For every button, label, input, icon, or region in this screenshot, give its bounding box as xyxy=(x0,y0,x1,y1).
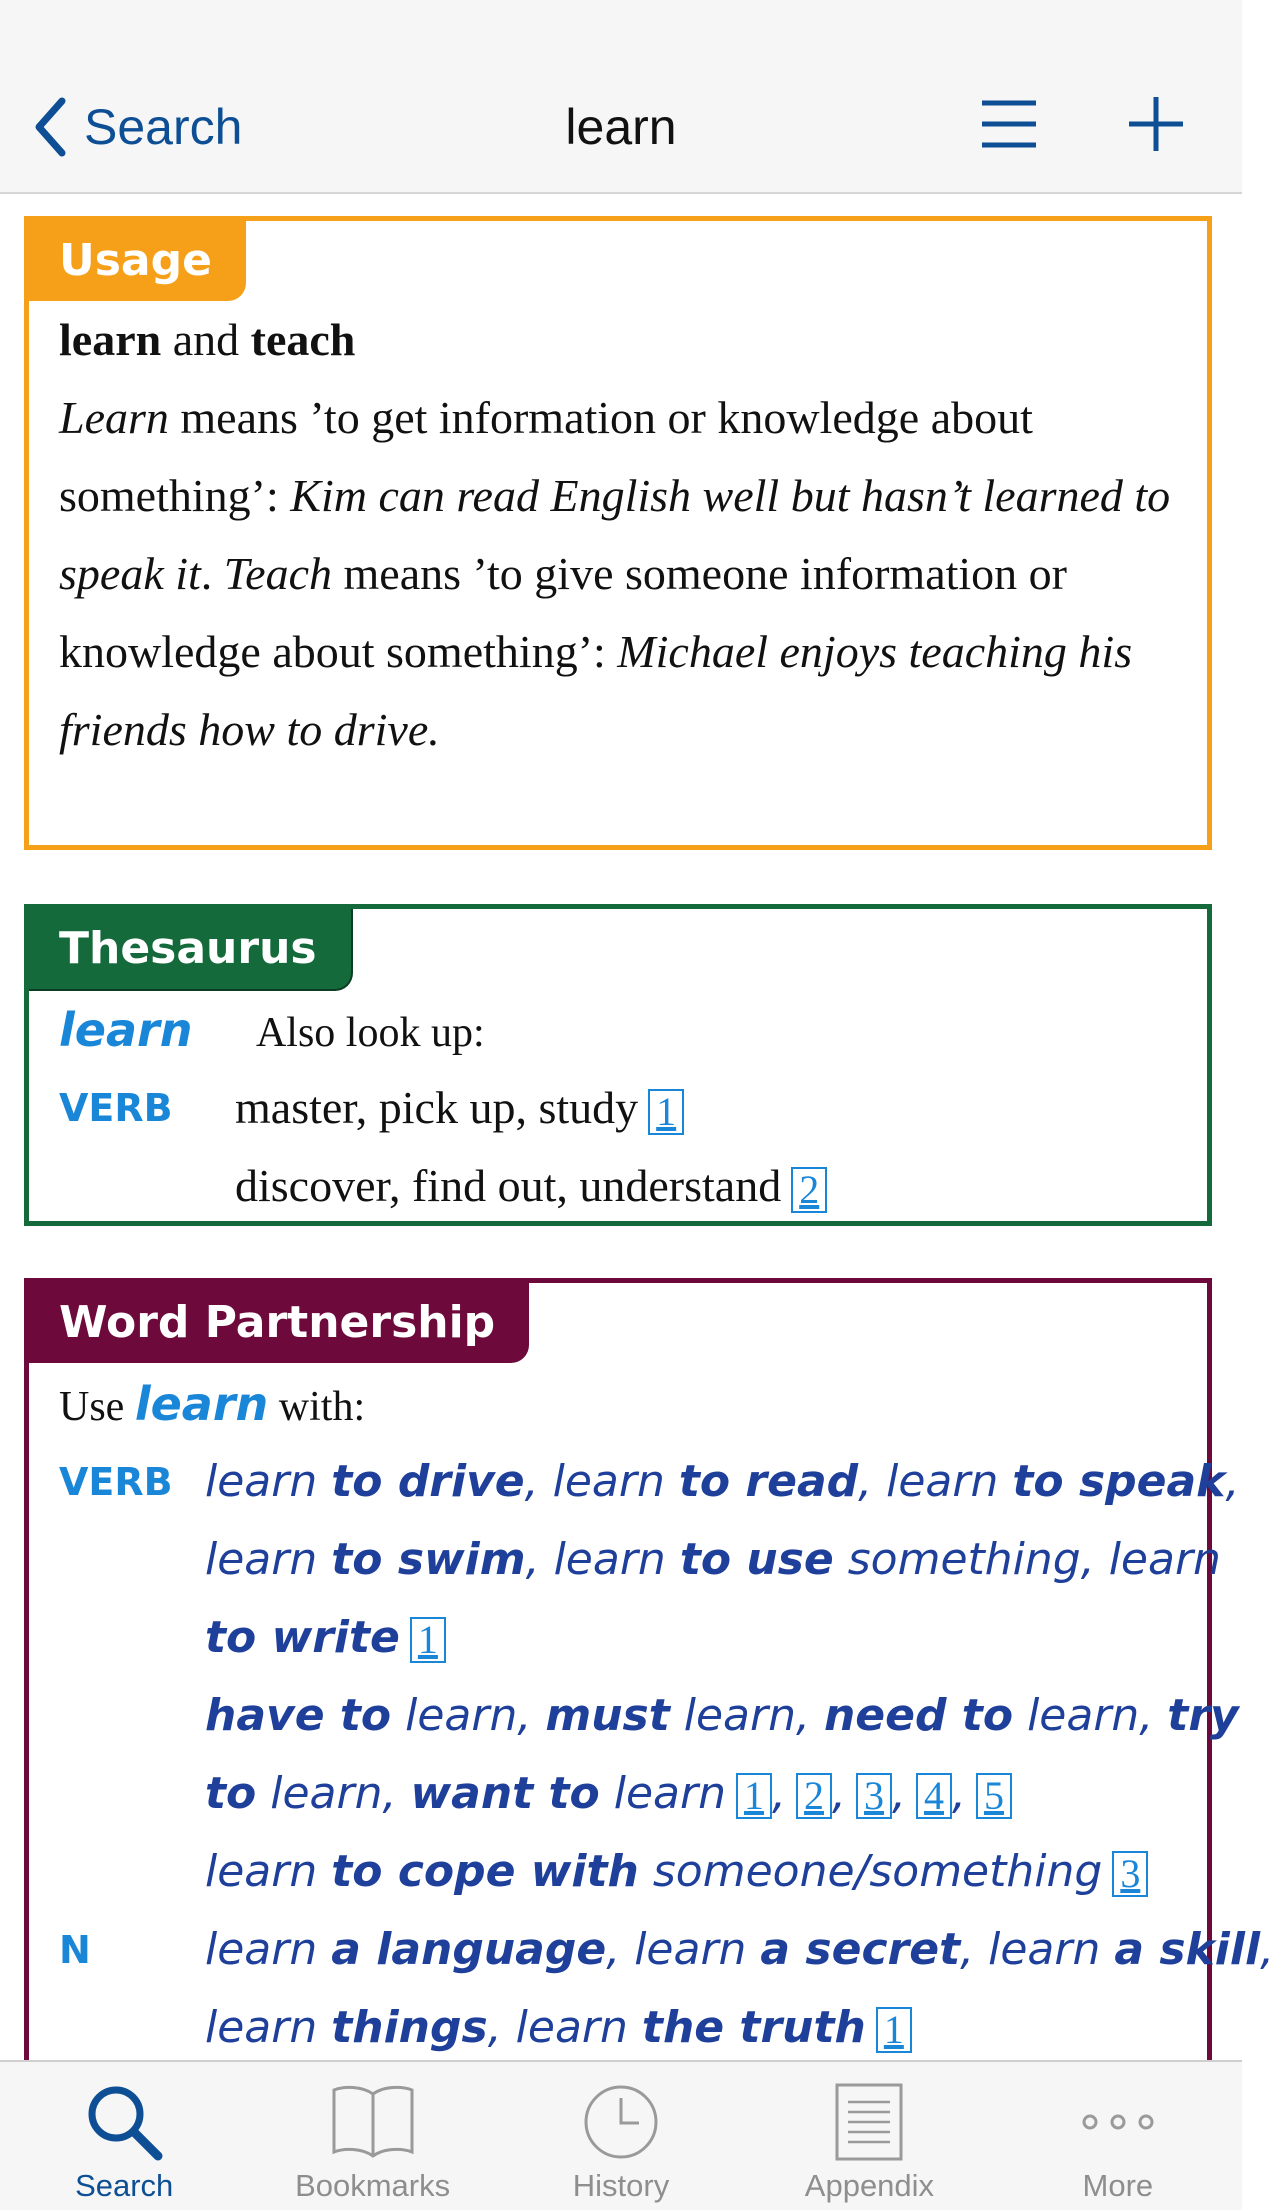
synonym-list: master, pick up, study xyxy=(235,1082,639,1133)
collocation-line: learn to cope with someone/something 3 xyxy=(205,1833,1207,1911)
page-title: learn xyxy=(565,99,677,155)
tab-appendix[interactable] xyxy=(745,2062,993,2210)
collocation-line: learn things, learn the truth 1 xyxy=(205,1989,1207,2067)
synonym-list: discover, find out, understand xyxy=(235,1160,782,1211)
back-label: Search xyxy=(84,99,243,155)
tab-more[interactable] xyxy=(994,2062,1242,2210)
pos-label: VERB xyxy=(59,1460,173,1504)
tab-label: More xyxy=(1082,2168,1154,2203)
sense-ref-link[interactable]: 5 xyxy=(976,1773,1012,1819)
collocation-line: to learn, want to learn 1 , 2 , 3 , 4 , 5 xyxy=(205,1755,1207,1833)
tab-history[interactable] xyxy=(497,2062,745,2210)
collocation-line: learn to swim, learn to use something, learn xyxy=(205,1534,1221,1585)
also-look-up-label: Also look up: xyxy=(255,1010,485,1056)
usage-body xyxy=(59,301,1183,769)
thesaurus-tab-label: Thesaurus xyxy=(29,909,353,991)
sense-ref-link[interactable]: 1 xyxy=(410,1617,446,1663)
clock-icon xyxy=(581,2082,661,2162)
add-bookmark-button[interactable] xyxy=(1128,94,1184,159)
usage-heading: learn and teach xyxy=(59,314,356,365)
collocation-line: have to learn, must learn, need to learn, try xyxy=(205,1690,1239,1741)
hamburger-icon xyxy=(980,94,1038,154)
ellipsis-icon xyxy=(1078,2082,1158,2162)
thesaurus-headword: learn xyxy=(59,1003,193,1057)
document-icon xyxy=(834,2082,904,2162)
tab-label: History xyxy=(572,2168,670,2203)
entry-content[interactable] xyxy=(0,194,1274,2060)
sense-ref-link[interactable]: 2 xyxy=(791,1167,827,1213)
sense-ref-link[interactable]: 4 xyxy=(916,1773,952,1819)
word-partnership-box xyxy=(24,1278,1274,2138)
collocation-line: learn a language, learn a secret, learn a skill, xyxy=(205,1924,1274,1975)
sense-ref-link[interactable]: 1 xyxy=(648,1089,684,1135)
word-partnership-tab-label: Word Partnership xyxy=(29,1283,529,1363)
usage-text: Learn means ’to get information or knowledge about something’: Kim can read English well but hasn’t learned to speak it. Teach means ’to give someone information or knowledge about something’: Michael enjoys teaching his friends how to drive. xyxy=(59,392,1171,755)
navigation-bar xyxy=(0,0,1242,194)
magnifier-icon xyxy=(84,2082,164,2162)
use-with-row: Use learn with: xyxy=(59,1377,366,1431)
pos-label: N xyxy=(59,1928,91,1972)
plus-icon xyxy=(1128,94,1184,154)
tab-search[interactable] xyxy=(0,2062,248,2210)
open-book-icon xyxy=(330,2082,416,2158)
tab-bar xyxy=(0,2060,1242,2210)
thesaurus-headword-row xyxy=(59,991,1187,1072)
usage-box xyxy=(24,216,1212,850)
usage-tab-label: Usage xyxy=(29,221,246,301)
tab-label: Appendix xyxy=(804,2168,935,2203)
sense-ref-link[interactable]: 2 xyxy=(796,1773,832,1819)
sense-ref-link[interactable]: 3 xyxy=(1112,1851,1148,1897)
collocation-line: learn to drive, learn to read, learn to speak, xyxy=(205,1456,1240,1507)
tab-label: Bookmarks xyxy=(295,2168,451,2203)
menu-button[interactable] xyxy=(980,94,1038,159)
tab-bookmarks[interactable] xyxy=(248,2062,496,2210)
thesaurus-box xyxy=(24,904,1212,1226)
collocation-line: to write 1 xyxy=(205,1599,1207,1677)
tab-label: Search xyxy=(75,2168,174,2203)
sense-ref-link[interactable]: 1 xyxy=(736,1773,772,1819)
pos-label: VERB xyxy=(59,1086,173,1130)
sense-ref-link[interactable]: 1 xyxy=(876,2007,912,2053)
sense-ref-link[interactable]: 3 xyxy=(856,1773,892,1819)
